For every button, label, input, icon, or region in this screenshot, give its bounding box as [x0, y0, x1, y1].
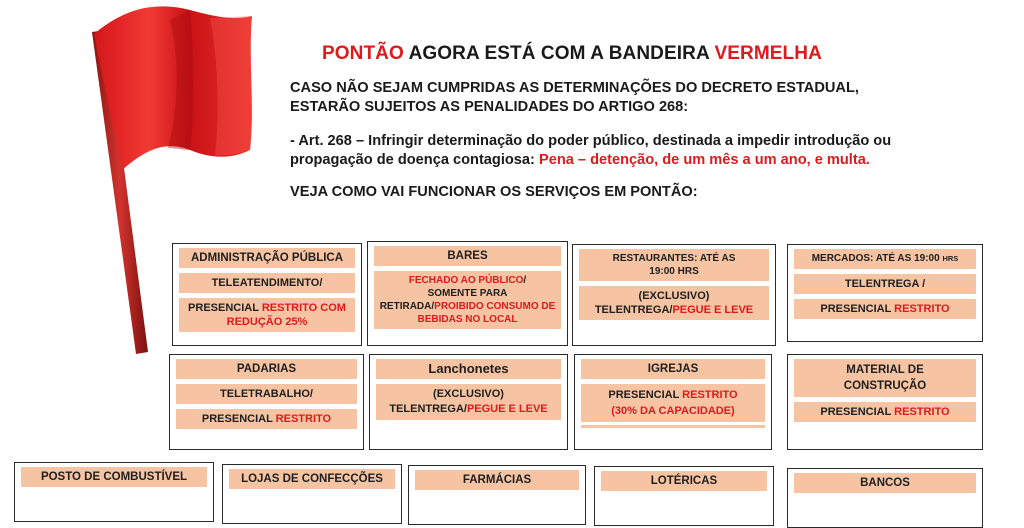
card-line [176, 409, 357, 429]
card-title: LOJAS DE CONFECÇÕES [229, 469, 395, 489]
card-text: SOMENTE PARA [427, 288, 508, 299]
card-lotericas [594, 466, 774, 526]
card-title: PADARIAS [176, 359, 357, 379]
article-line-1: - Art. 268 – Infringir determinação do poder público, destinada a impedir introdução ou [290, 133, 892, 149]
card-title: Lanchonetes [376, 359, 561, 379]
card-line [579, 286, 769, 320]
card-text-red: RESTRITO [682, 389, 738, 401]
headline-flag-color: VERMELHA [714, 43, 822, 64]
services-title: VEJA COMO VAI FUNCIONAR OS SERVIÇOS EM PONTÃO: [290, 184, 698, 200]
card-title: POSTO DE COMBUSTÍVEL [21, 467, 207, 487]
card-lojas-confeccoes [222, 464, 402, 524]
card-material-construcao [787, 354, 983, 450]
card-text: CONSTRUÇÃO [843, 380, 927, 392]
card-line: TELETRABALHO/ [176, 384, 357, 404]
card-title [794, 249, 976, 269]
card-line [376, 384, 561, 420]
card-administracao-publica [172, 243, 362, 346]
card-title [794, 359, 976, 397]
card-divider [581, 425, 765, 428]
card-title: BANCOS [794, 473, 976, 493]
card-lanchonetes [369, 354, 568, 450]
card-mercados [787, 244, 983, 342]
card-text-red: PEGUE E LEVE [672, 304, 754, 316]
article-line-2: propagação de doença contagiosa: [290, 152, 539, 168]
card-text: PRESENCIAL [820, 406, 895, 418]
card-line [794, 402, 976, 422]
decree-warning [290, 79, 859, 116]
article-268 [290, 132, 891, 170]
card-restaurantes [572, 244, 776, 346]
headline-middle: AGORA ESTÁ COM A BANDEIRA [403, 43, 715, 64]
card-title [579, 249, 769, 281]
card-text: PRESENCIAL [201, 413, 276, 425]
card-text-red: RESTRITO [894, 303, 950, 315]
card-text: (EXCLUSIVO) [433, 388, 504, 400]
card-line: TELEATENDIMENTO/ [179, 273, 355, 293]
card-text: MERCADOS: ATÉ AS 19:00 [811, 253, 940, 264]
card-text-red: RESTRITO [275, 413, 332, 425]
card-line [179, 298, 355, 332]
card-text: / [523, 275, 527, 286]
card-title: ADMINISTRAÇÃO PÚBLICA [179, 248, 355, 268]
card-line: TELENTREGA / [794, 274, 976, 294]
card-igrejas [574, 354, 772, 450]
card-title: IGREJAS [581, 359, 765, 379]
card-text: TELENTREGA/ [389, 403, 467, 415]
card-posto-combustivel [14, 462, 214, 522]
card-line [581, 384, 765, 422]
card-bancos [787, 468, 983, 528]
card-text: TELENTREGA/ [594, 304, 673, 316]
card-farmacias [408, 465, 586, 525]
warning-line-1: CASO NÃO SEJAM CUMPRIDAS AS DETERMINAÇÕES DO DECRETO ESTADUAL, [290, 80, 859, 96]
card-title: BARES [374, 246, 561, 266]
card-title: FARMÁCIAS [415, 470, 579, 490]
card-padarias [169, 354, 364, 450]
card-title: LOTÉRICAS [601, 471, 767, 491]
card-text: RETIRADA/ [379, 301, 435, 312]
headline-location: PONTÃO [322, 43, 404, 64]
card-text: RESTAURANTES: ATÉ AS [612, 253, 736, 264]
card-text: PRESENCIAL [820, 303, 895, 315]
card-line [374, 271, 561, 329]
card-text: (EXCLUSIVO) [638, 290, 710, 302]
card-text: PRESENCIAL [188, 302, 262, 314]
card-text-red: RESTRITO [894, 406, 950, 418]
card-text-red: RESTRITO COM REDUÇÃO 25% [226, 302, 346, 328]
article-penalty: Pena – detenção, de um mês a um ano, e multa. [538, 152, 870, 168]
card-text-red: (30% DA CAPACIDADE) [611, 405, 735, 417]
card-text: MATERIAL DE [846, 364, 924, 376]
card-text-red: PEGUE E LEVE [466, 403, 548, 415]
card-text-red: PROIBIDO CONSUMO DE BEBIDAS NO LOCAL [417, 301, 556, 325]
headline [322, 43, 822, 65]
card-text: PRESENCIAL [608, 389, 683, 401]
card-text: HRS [942, 254, 959, 263]
warning-line-2: ESTARÃO SUJEITOS AS PENALIDADES DO ARTIGO 268: [290, 98, 689, 115]
card-bares [367, 241, 568, 346]
card-text-red: FECHADO AO PÚBLICO [408, 275, 524, 286]
card-line [794, 299, 976, 319]
card-text: 19:00 HRS [649, 266, 699, 277]
